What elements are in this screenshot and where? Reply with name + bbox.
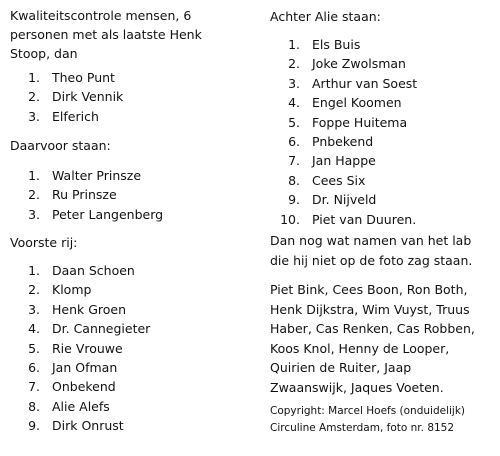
- list-item: 1. Els Buis: [288, 37, 361, 52]
- list-item: 3. Henk Groen: [28, 301, 127, 317]
- list-item: 5. Rie Vrouwe: [28, 340, 123, 356]
- list-item: 7. Onbekend: [28, 379, 116, 395]
- extra-names-paragraph: Piet Bink, Cees Boon, Ron Both, Henk Dijkstra, Wim Vuyst, Truus Haber, Cas Renken, Cas Robben, Koos Knol, Henny de Looper, Quirien de Ruiter, Jaap Zwaanswijk, Jaques Voeten.: [270, 282, 475, 395]
- lab-note: Dan nog wat namen van het lab die hij niet op de foto zag staan.: [270, 233, 473, 268]
- section-heading: Daarvoor staan:: [10, 138, 111, 153]
- list-item: 8. Alie Alefs: [28, 398, 110, 414]
- section-heading: Voorste rij:: [10, 235, 78, 250]
- list-item: 2. Klomp: [28, 282, 92, 298]
- list-item: 9. Dirk Onrust: [28, 418, 124, 434]
- copyright-text: Copyright: Marcel Hoefs (onduidelijk) Circuline Amsterdam, foto nr. 8152: [270, 405, 465, 434]
- behind-alie-list: [270, 35, 417, 229]
- list-item: 6. Pnbekend: [288, 133, 374, 149]
- list-item: 8. Cees Six: [288, 172, 366, 188]
- list-item: 10. Piet van Duuren.: [280, 211, 417, 227]
- list-item: 9. Dr. Nijveld: [288, 192, 377, 208]
- list-item: 7. Jan Happe: [288, 153, 376, 169]
- list-item: 2. Joke Zwolsman: [288, 56, 406, 72]
- list-item: 3. Peter Langenberg: [28, 206, 164, 222]
- section-heading: Achter Alie staan:: [270, 9, 381, 24]
- intro-text: Kwaliteitscontrole mensen, 6 personen met als laatste Henk Stoop, dan: [10, 8, 202, 61]
- list-item: 2. Ru Prinsze: [28, 187, 117, 203]
- list-item: 4. Dr. Cannegieter: [28, 321, 151, 337]
- list-item: 4. Engel Koomen: [288, 95, 402, 111]
- list-item: 1. Theo Punt: [28, 70, 115, 85]
- list-item: 3. Arthur van Soest: [288, 75, 418, 91]
- first-row-list: [10, 68, 123, 126]
- list-item: 3. Elferich: [28, 108, 99, 124]
- front-row-list: [10, 261, 150, 436]
- list-item: 5. Foppe Huitema: [288, 114, 408, 130]
- list-item: 1. Daan Schoen: [28, 263, 135, 278]
- list-item: 2. Dirk Vennik: [28, 89, 124, 105]
- list-item: 6. Jan Ofman: [28, 359, 118, 375]
- list-item: 1. Walter Prinsze: [28, 168, 142, 183]
- second-row-list: [10, 166, 163, 224]
